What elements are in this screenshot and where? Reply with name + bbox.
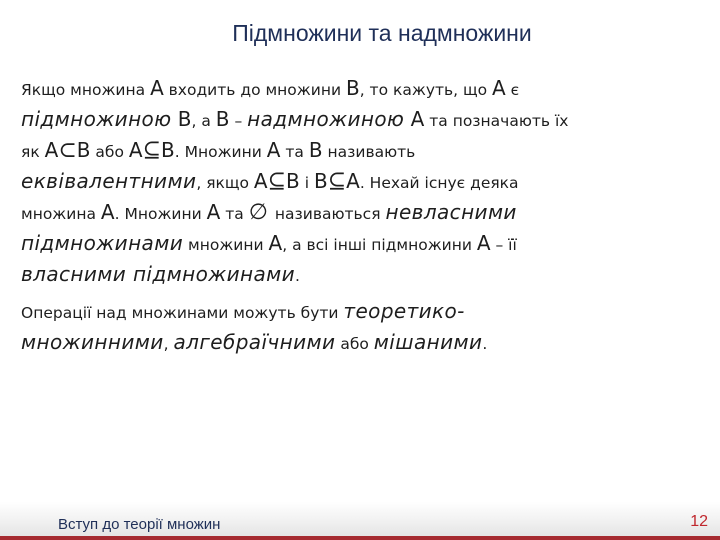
- text-run: і: [299, 174, 314, 192]
- text-run: множина: [21, 205, 101, 223]
- text-line: [21, 167, 693, 198]
- text-line: [21, 136, 693, 167]
- text-run: ,: [163, 335, 174, 353]
- slide-body: [21, 74, 693, 359]
- text-run: , а: [191, 112, 216, 130]
- set-letter: A: [44, 138, 59, 162]
- footer: [0, 502, 720, 540]
- set-letter: B: [161, 138, 175, 162]
- footer-divider: [0, 536, 720, 540]
- text-run: або: [90, 143, 129, 161]
- text-run: .: [482, 335, 488, 353]
- set-letter: A: [268, 231, 283, 255]
- term: теоретико-: [343, 299, 465, 323]
- set-letter: B: [308, 138, 323, 162]
- text-run: – її: [490, 236, 517, 254]
- term: власними підмножинами: [21, 262, 296, 286]
- set-letter: A: [492, 76, 506, 100]
- set-letter: A: [476, 231, 491, 255]
- set-letter: A: [404, 107, 425, 131]
- text-run: та: [220, 205, 249, 223]
- text-run: , якщо: [196, 174, 254, 192]
- term: мішаними: [373, 330, 483, 354]
- set-letter: B: [286, 169, 300, 193]
- set-letter: A: [206, 200, 221, 224]
- term: підмножинами: [21, 231, 184, 255]
- text-run: , то кажуть, що: [359, 81, 493, 99]
- set-letter: A: [100, 200, 115, 224]
- set-letter: A: [346, 169, 360, 193]
- term: алгебраїчними: [173, 330, 336, 354]
- math-symbol: ⊆: [267, 169, 287, 194]
- page-number: 12: [690, 513, 708, 530]
- text-run: та: [280, 143, 309, 161]
- text-run: або: [335, 335, 374, 353]
- set-letter: A: [150, 76, 164, 100]
- text-run: . Множини: [114, 205, 207, 223]
- text-run: називаються: [274, 205, 386, 223]
- set-letter: A: [128, 138, 143, 162]
- text-line: [21, 297, 693, 328]
- set-letter: A: [253, 169, 268, 193]
- text-run: множини: [183, 236, 269, 254]
- set-letter: B: [215, 107, 230, 131]
- text-run: є: [505, 81, 520, 99]
- slide-title: Підмножини та надмножини: [232, 20, 532, 46]
- text-line: [21, 105, 693, 136]
- term: еквівалентними: [21, 169, 197, 193]
- text-run: , а всі інші підмножини: [282, 236, 477, 254]
- term: підмножиною: [21, 107, 172, 131]
- text-line: [21, 328, 693, 359]
- term: надмножиною: [247, 107, 405, 131]
- text-line: [21, 229, 693, 260]
- text-run: Операції над множинами можуть бути: [21, 304, 344, 322]
- set-letter: B: [345, 76, 360, 100]
- text-line: [21, 198, 693, 229]
- set-letter: B: [171, 107, 192, 131]
- term: невласними: [385, 200, 517, 224]
- text-run: –: [229, 112, 248, 130]
- term: множинними: [21, 330, 164, 354]
- text-line: [21, 74, 693, 105]
- math-symbol: ⊂: [58, 138, 77, 163]
- set-letter: A: [266, 138, 281, 162]
- text-run: та позначають їх: [424, 112, 569, 130]
- footer-title: Вступ до теорії множин: [58, 516, 221, 533]
- math-symbol: ∅: [248, 200, 275, 225]
- text-line: [21, 260, 693, 291]
- set-letter: B: [76, 138, 91, 162]
- text-run: входить до множини: [163, 81, 346, 99]
- text-run: називають: [322, 143, 416, 161]
- text-run: . Множини: [174, 143, 267, 161]
- set-letter: B: [313, 169, 328, 193]
- math-symbol: ⊆: [327, 169, 347, 194]
- text-run: .: [295, 267, 300, 285]
- text-run: Якщо множина: [21, 81, 151, 99]
- text-run: . Нехай існує деяка: [359, 174, 519, 192]
- text-run: як: [21, 143, 45, 161]
- math-symbol: ⊆: [142, 138, 162, 163]
